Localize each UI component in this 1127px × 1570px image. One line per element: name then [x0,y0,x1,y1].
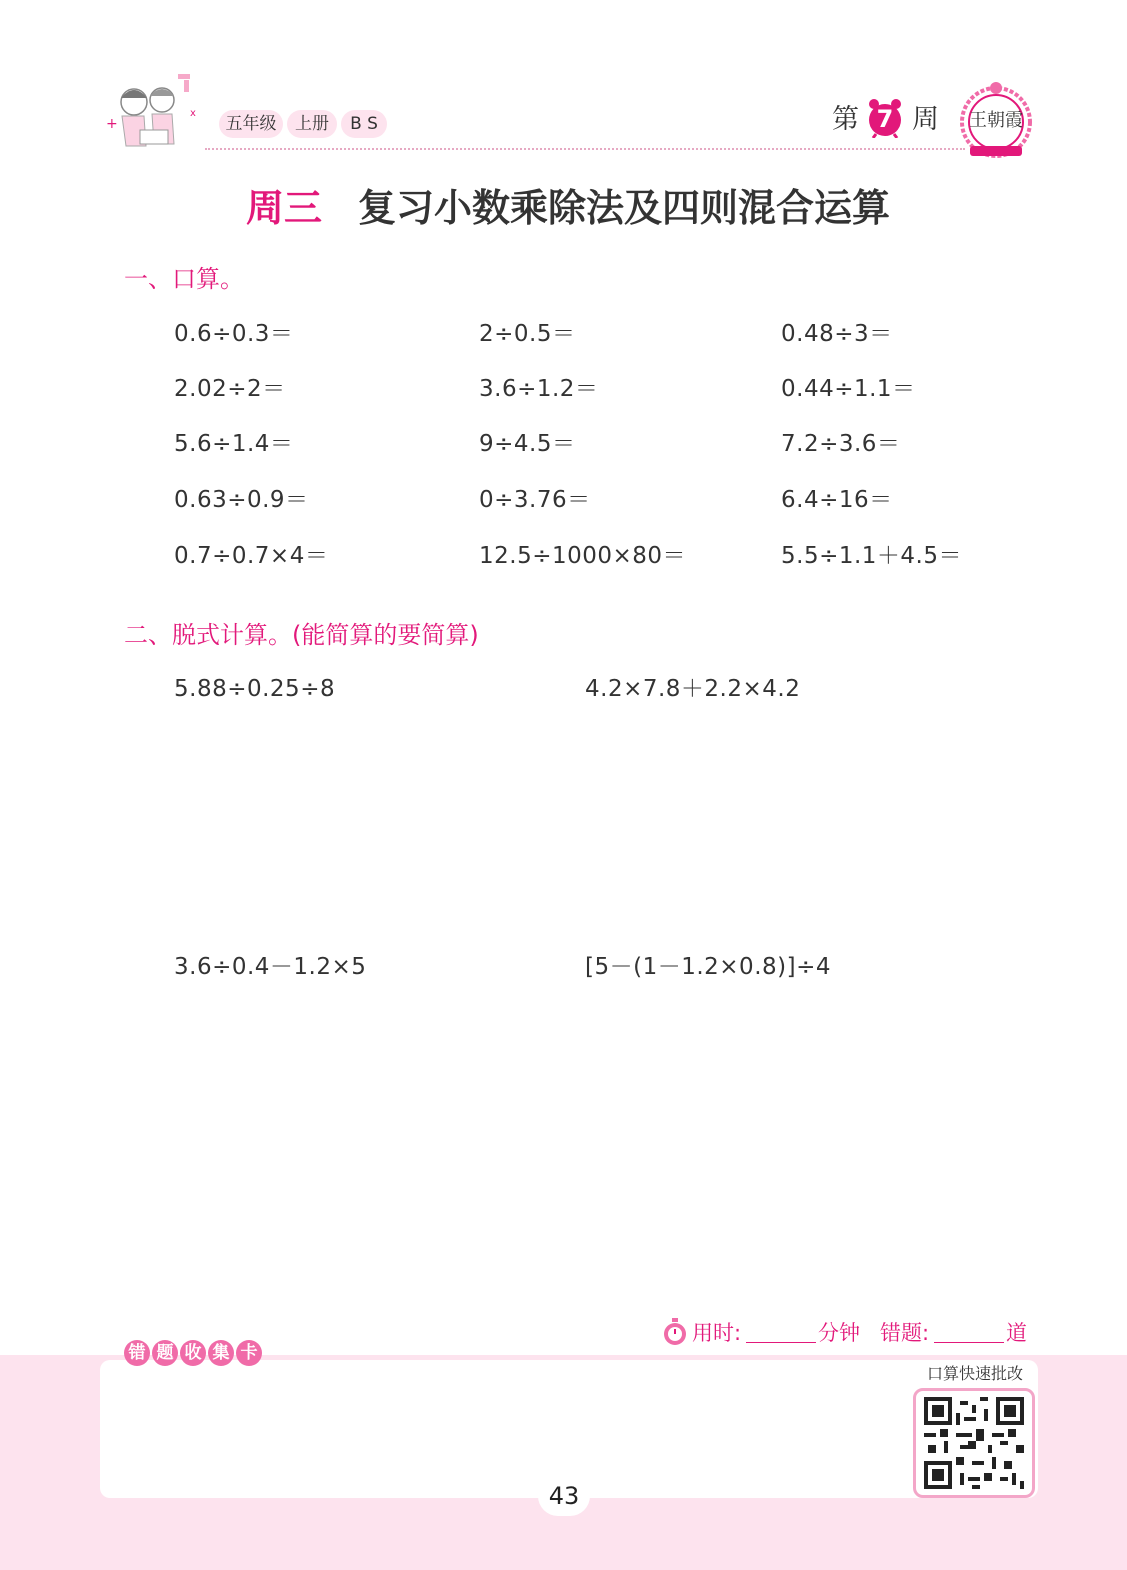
calc-item: 4.2×7.8＋2.2×4.2 [585,676,801,702]
oral-item: 3.6÷1.2＝ [479,376,599,402]
errors-unit: 道 [1006,1321,1027,1345]
volume-text: 上册 [295,114,329,134]
oral-item: 5.5÷1.1＋4.5＝ [781,543,963,569]
calc-item: [5－(1－1.2×0.8)]÷4 [585,954,831,980]
page-number: 43 [548,1482,580,1510]
grade-text: 五年级 [225,114,277,134]
page-title: 复习小数乘除法及四则混合运算 [358,186,891,230]
oral-item: 0.6÷0.3＝ [174,321,294,347]
oral-item: 0.48÷3＝ [781,321,893,347]
grade-badge [219,110,283,138]
section2-heading: 二、脱式计算。(能简算的要简算) [124,621,479,649]
time-label: 用时: [692,1321,742,1345]
qr-label: 口算快速批改 [927,1364,1024,1383]
oral-item: 0.63÷0.9＝ [174,487,309,513]
week-number: 7 [876,105,894,133]
stopwatch-icon [661,1318,689,1346]
oral-item: 12.5÷1000×80＝ [479,543,687,569]
errors-label: 错题: [880,1321,930,1345]
oral-item: 2÷0.5＝ [479,321,576,347]
oral-item: 9÷4.5＝ [479,431,576,457]
edition-text: B S [350,114,378,134]
calc-item: 3.6÷0.4－1.2×5 [174,954,367,980]
time-blank[interactable] [746,1342,816,1343]
errors-blank[interactable] [934,1342,1004,1343]
qr-code-frame[interactable] [913,1388,1035,1498]
oral-item: 0.7÷0.7×4＝ [174,543,329,569]
card-title-char: 收 [180,1340,206,1366]
kids-illustration [104,70,204,156]
card-title-char: 卡 [236,1340,262,1366]
oral-item: 5.6÷1.4＝ [174,431,294,457]
card-title-char: 集 [208,1340,234,1366]
svg-text:x: x [190,108,196,119]
qr-code-icon [924,1397,1024,1489]
error-card-title [124,1340,264,1370]
card-title-char: 错 [124,1340,150,1366]
svg-text:+: + [106,116,118,132]
week-suffix: 周 [912,104,939,135]
oral-item: 7.2÷3.6＝ [781,431,901,457]
oral-item: 0.44÷1.1＝ [781,376,916,402]
week-prefix: 第 [832,104,859,135]
oral-item: 2.02÷2＝ [174,376,286,402]
time-unit: 分钟 [818,1321,860,1345]
calc-item: 5.88÷0.25÷8 [174,676,336,702]
header-divider [205,148,965,150]
oral-item: 6.4÷16＝ [781,487,893,513]
oral-item: 0÷3.76＝ [479,487,591,513]
brand-seal-text: 王朝霞 [969,110,1023,131]
section1-heading: 一、口算。 [124,265,244,293]
volume-badge [287,110,337,138]
title-day: 周三 [246,186,323,230]
card-title-char: 题 [152,1340,178,1366]
edition-badge [341,110,387,138]
